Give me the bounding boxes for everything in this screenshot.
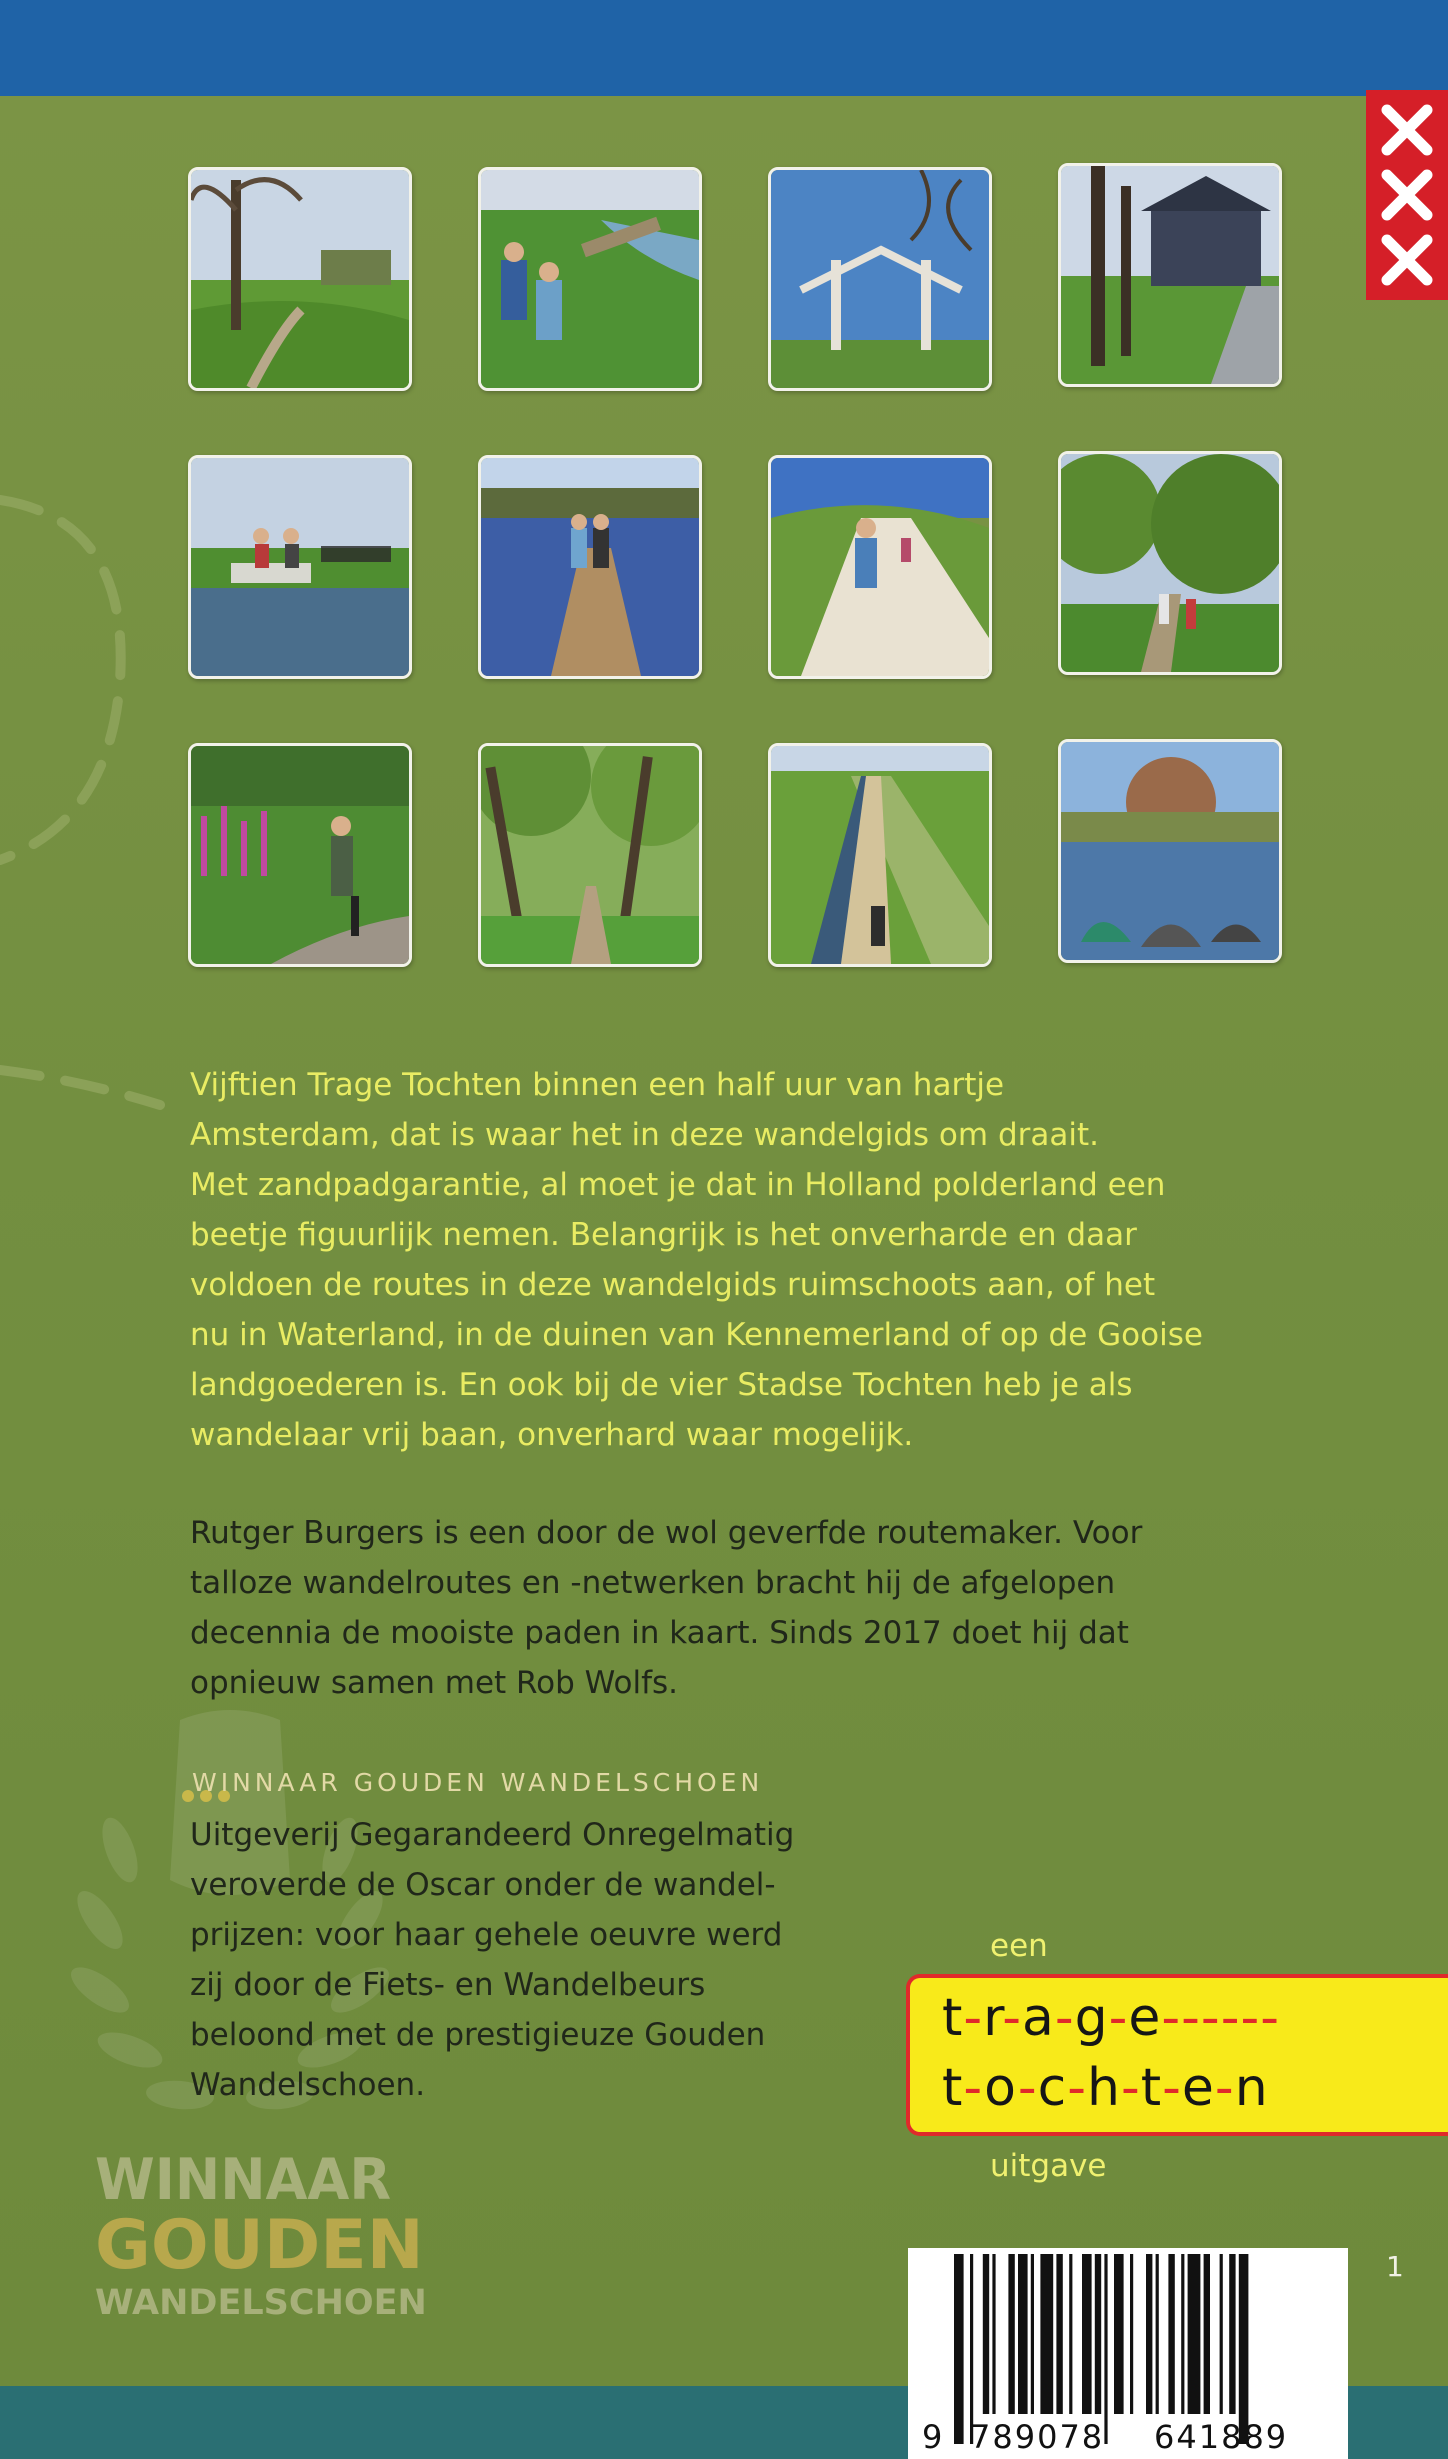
logo-dash-trail: ------ — [1161, 1988, 1280, 2048]
barcode-bar — [1239, 2254, 1249, 2444]
intro-line: wandelaar vrij baan, onverhard waar mogelijk. — [190, 1417, 914, 1453]
logo-letter: t — [942, 1988, 964, 2048]
photo-tree-lane — [188, 167, 412, 391]
top-color-band — [0, 0, 1448, 96]
barcode-bar — [983, 2254, 989, 2414]
award-paragraph — [190, 1810, 880, 2110]
barcode-bar — [1040, 2254, 1053, 2414]
intro-paragraph — [190, 1060, 1270, 1460]
intro-line: nu in Waterland, in de duinen van Kennemerland of op de Gooise — [190, 1317, 1203, 1353]
barcode-bar — [1069, 2254, 1072, 2414]
award-line: Wandelschoen. — [190, 2067, 426, 2103]
barcode-bar — [1181, 2254, 1184, 2414]
cross-icon — [1379, 102, 1435, 158]
logo-word-trage: t-r-a-g-e------ — [942, 1988, 1280, 2048]
award-line: zij door de Fiets- en Wandelbeurs — [190, 1967, 706, 2003]
trage-tochten-logo — [906, 1974, 1448, 2136]
barcode-bar — [992, 2254, 995, 2414]
award-badge-line: GOUDEN — [95, 2206, 424, 2285]
award-line: prijzen: voor haar gehele oeuvre werd — [190, 1917, 783, 1953]
photo-fortress-water — [1058, 739, 1282, 963]
publisher-uitgave-label: uitgave — [990, 2148, 1107, 2184]
logo-letter: g — [1074, 1988, 1109, 2048]
barcode-bar — [1229, 2254, 1235, 2414]
award-badge-line: WINNAAR — [95, 2147, 392, 2213]
author-line: Rutger Burgers is een door de wol geverfde routemaker. Voor — [190, 1515, 1143, 1551]
photo-village-street — [1058, 163, 1282, 387]
barcode-digits-left: 789078 — [970, 2418, 1105, 2456]
barcode-bar — [1204, 2254, 1210, 2414]
isbn-barcode — [908, 2248, 1348, 2459]
barcode-bar — [1114, 2254, 1124, 2414]
intro-line: landgoederen is. En ook bij de vier Stadse Tochten heb je als — [190, 1367, 1133, 1403]
logo-letter: n — [1234, 2058, 1269, 2118]
author-paragraph — [190, 1508, 1270, 1708]
barcode-digits-right: 641889 — [1154, 2418, 1289, 2456]
photo-woodland-walk — [478, 743, 702, 967]
intro-line: Vijftien Trage Tochten binnen een half uur van hartje — [190, 1067, 1005, 1103]
barcode-bar — [1156, 2254, 1159, 2414]
intro-line: beetje figuurlijk nemen. Belangrijk is het onverharde en daar — [190, 1217, 1137, 1253]
barcode-bar — [1220, 2254, 1223, 2414]
award-line: beloond met de prestigieuze Gouden — [190, 2017, 766, 2053]
cross-icon — [1379, 232, 1435, 288]
logo-letter: c — [1037, 2058, 1068, 2118]
barcode-bar — [1018, 2254, 1028, 2414]
barcode-bar — [1095, 2254, 1101, 2414]
intro-line: Met zandpadgarantie, al moet je dat in Holland polderland een — [190, 1167, 1166, 1203]
photo-drawbridge — [768, 167, 992, 391]
award-heading: WINNAAR GOUDEN WANDELSCHOEN — [192, 1768, 764, 1797]
logo-letter: t — [1140, 2058, 1163, 2118]
photo-boardwalk-lake — [478, 455, 702, 679]
author-line: opnieuw samen met Rob Wolfs. — [190, 1665, 679, 1701]
author-line: talloze wandelroutes en -netwerken bracht hij de afgelopen — [190, 1565, 1116, 1601]
amsterdam-xxx-flag — [1366, 90, 1448, 300]
logo-letter: e — [1181, 2058, 1215, 2118]
award-line: Uitgeverij Gegarandeerd Onregelmatig — [190, 1817, 795, 1853]
page-number: 1 — [1386, 2250, 1404, 2283]
logo-letter: a — [1021, 1988, 1055, 2048]
barcode-bar — [1146, 2254, 1152, 2414]
intro-line: voldoen de routes in deze wandelgids ruimschoots aan, of het — [190, 1267, 1156, 1303]
photo-flower-path — [188, 743, 412, 967]
publisher-een-label: een — [990, 1928, 1048, 1964]
barcode-digit-first: 9 — [922, 2418, 945, 2456]
photo-forest-trail — [1058, 451, 1282, 675]
barcode-bar — [1056, 2254, 1062, 2414]
barcode-bar — [1130, 2254, 1133, 2414]
author-line: decennia de mooiste paden in kaart. Sinds 2017 doet hij dat — [190, 1615, 1129, 1651]
logo-word-tochten: t-o-c-h-t-e-n — [942, 2058, 1269, 2118]
barcode-bar — [954, 2254, 964, 2444]
logo-letter: e — [1128, 1988, 1162, 2048]
award-line: veroverde de Oscar onder de wandel- — [190, 1867, 776, 1903]
barcode-bar — [1031, 2254, 1034, 2414]
photo-ferry-dock — [188, 455, 412, 679]
logo-letter: h — [1087, 2058, 1121, 2118]
intro-line: Amsterdam, dat is waar het in deze wandelgids om draait. — [190, 1117, 1099, 1153]
photo-sand-path-dunes — [768, 455, 992, 679]
cross-icon — [1379, 167, 1435, 223]
award-badge-logo — [95, 2147, 427, 2323]
logo-letter: t — [942, 2058, 964, 2118]
barcode-bar — [1104, 2254, 1107, 2444]
barcode-bar — [1008, 2254, 1014, 2414]
barcode-bar — [1188, 2254, 1201, 2414]
photo-walkers-bridge — [478, 167, 702, 391]
award-badge-line: WANDELSCHOEN — [95, 2283, 427, 2323]
barcode-bar — [1168, 2254, 1174, 2414]
photo-polder-ditch — [768, 743, 992, 967]
logo-letter: o — [984, 2058, 1018, 2118]
logo-letter: r — [983, 1988, 1003, 2048]
barcode-bar — [1082, 2254, 1092, 2414]
barcode-bar — [970, 2254, 973, 2444]
